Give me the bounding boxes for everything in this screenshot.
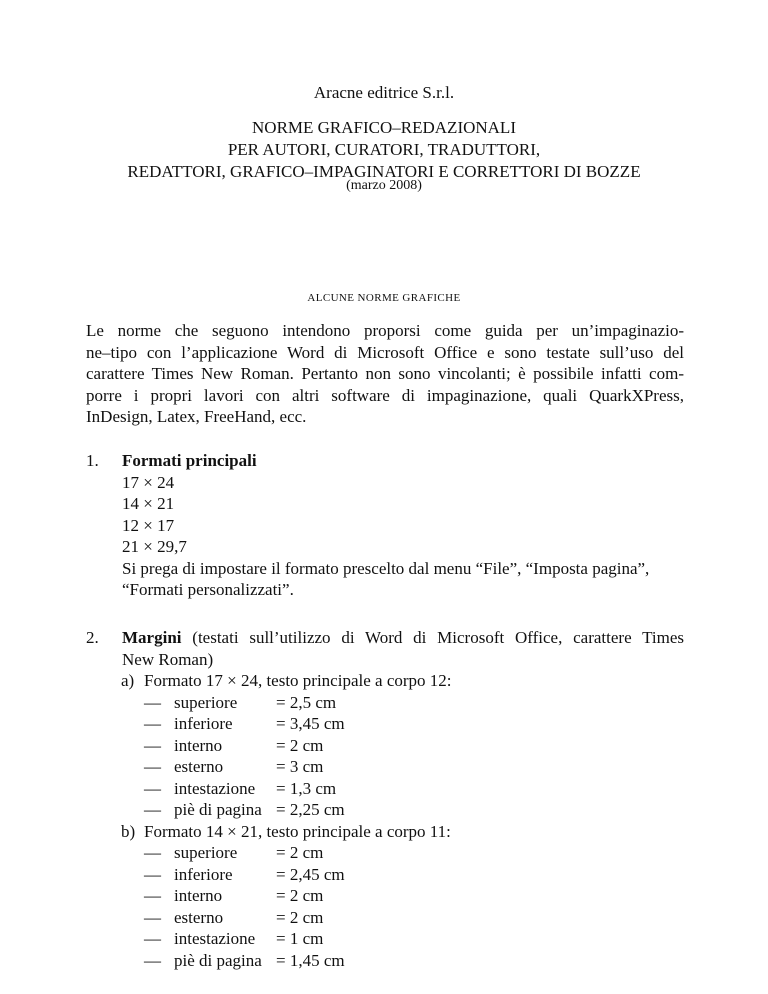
subitem-text: Formato 17 × 24, testo principale a corpo 12: bbox=[144, 671, 452, 690]
margin-name: piè di pagina bbox=[174, 800, 262, 819]
margin-name: esterno bbox=[174, 907, 224, 927]
margin-value: = 2,25 cm bbox=[276, 800, 345, 819]
margin-row bbox=[144, 799, 684, 821]
margin-name: superiore bbox=[174, 692, 238, 712]
subitem-format-14x21 bbox=[122, 821, 684, 972]
margin-row bbox=[144, 735, 684, 757]
title-line: REDATTORI, GRAFICO–IMPAGINATORI E CORRETTORI DI BOZZE bbox=[127, 162, 641, 181]
margin-value: = 1 cm bbox=[276, 929, 324, 948]
item-title-note-continued: New Roman) bbox=[122, 649, 214, 669]
margin-value: = 2,45 cm bbox=[276, 864, 345, 884]
margin-row bbox=[144, 778, 684, 800]
dash: — bbox=[144, 735, 161, 755]
dash: — bbox=[144, 692, 161, 712]
item-title-note: (testati sull’utilizzo di Word di Microsoft Office, carattere Times bbox=[181, 628, 684, 647]
margin-row bbox=[144, 713, 684, 735]
document-title bbox=[0, 117, 768, 183]
document-date: (marzo 2008) bbox=[346, 178, 422, 193]
margin-row bbox=[144, 842, 684, 864]
dash: — bbox=[144, 714, 161, 733]
margin-name: interno bbox=[174, 886, 223, 905]
dash: — bbox=[144, 843, 161, 862]
margin-value: = 3 cm bbox=[276, 757, 324, 776]
item-body bbox=[122, 627, 684, 971]
margin-value: = 2,5 cm bbox=[276, 692, 337, 712]
list-item-margins bbox=[86, 627, 684, 971]
intro-line: carattere Times New Roman. Pertanto non sono vincolanti; è possibile infatti com- bbox=[86, 364, 684, 383]
margin-name: intestazione bbox=[174, 778, 256, 798]
margin-row bbox=[144, 885, 684, 907]
note-line: Si prega di impostare il formato prescelto dal menu “File”, “Imposta pagina”, bbox=[122, 558, 650, 578]
intro-line: InDesign, Latex, FreeHand, ecc. bbox=[86, 407, 307, 426]
margin-row bbox=[144, 950, 684, 972]
margin-name: inferiore bbox=[174, 864, 233, 884]
margin-value: = 2 cm bbox=[276, 886, 324, 905]
format-line: 17 × 24 bbox=[122, 472, 175, 492]
margin-row bbox=[144, 928, 684, 950]
dash: — bbox=[144, 929, 161, 948]
note-line: “Formati personalizzati”. bbox=[122, 580, 294, 599]
margin-name: interno bbox=[174, 735, 223, 755]
subitem-format-17x24 bbox=[122, 670, 684, 821]
margin-row bbox=[144, 692, 684, 714]
margin-row bbox=[144, 864, 684, 886]
item-title: Formati principali bbox=[122, 451, 257, 470]
margin-row bbox=[144, 907, 684, 929]
margin-name: superiore bbox=[174, 843, 238, 862]
dash: — bbox=[144, 864, 161, 884]
intro-line: ne–tipo con l’applicazione Word di Microsoft Office e sono testate sull’uso del bbox=[86, 342, 684, 362]
item-body bbox=[122, 450, 684, 601]
publisher-name: Aracne editrice S.r.l. bbox=[313, 83, 455, 102]
margin-name: esterno bbox=[174, 757, 224, 776]
format-line: 14 × 21 bbox=[122, 494, 175, 513]
dash: — bbox=[144, 757, 161, 776]
margin-value: = 2 cm bbox=[276, 735, 324, 755]
dash: — bbox=[144, 907, 161, 927]
item-heading-line bbox=[122, 627, 684, 649]
item-title: Margini bbox=[122, 628, 182, 647]
subitem-text: Formato 14 × 21, testo principale a corpo 11: bbox=[144, 821, 451, 841]
intro-line: Le norme che seguono intendono proporsi come guida per un’impaginazio- bbox=[86, 321, 684, 340]
dash: — bbox=[144, 886, 161, 905]
margin-value: = 3,45 cm bbox=[276, 714, 345, 733]
title-line: PER AUTORI, CURATORI, TRADUTTORI, bbox=[227, 140, 541, 159]
margin-value: = 1,3 cm bbox=[276, 778, 337, 798]
margin-name: intestazione bbox=[174, 929, 256, 948]
dash: — bbox=[144, 800, 161, 819]
item-number: 2. bbox=[86, 628, 99, 647]
dash: — bbox=[144, 778, 161, 798]
margin-row bbox=[144, 756, 684, 778]
dash: — bbox=[144, 950, 161, 970]
intro-paragraph bbox=[86, 320, 684, 428]
format-line: 12 × 17 bbox=[122, 515, 175, 535]
intro-line: porre i propri lavori con altri software di impaginazione, quali QuarkXPress, bbox=[86, 385, 684, 405]
item-number: 1. bbox=[86, 451, 99, 470]
margin-value: = 1,45 cm bbox=[276, 950, 345, 970]
subitem-label: a) bbox=[121, 671, 135, 690]
margin-value: = 2 cm bbox=[276, 843, 324, 862]
margin-name: inferiore bbox=[174, 714, 233, 733]
margin-value: = 2 cm bbox=[276, 907, 324, 927]
list-item-formats bbox=[86, 450, 684, 601]
section-heading: ALCUNE NORME GRAFICHE bbox=[307, 292, 461, 304]
title-line: NORME GRAFICO–REDAZIONALI bbox=[252, 118, 516, 137]
format-line: 21 × 29,7 bbox=[122, 537, 187, 556]
margin-name: piè di pagina bbox=[174, 950, 262, 970]
subitem-label: b) bbox=[121, 821, 136, 841]
